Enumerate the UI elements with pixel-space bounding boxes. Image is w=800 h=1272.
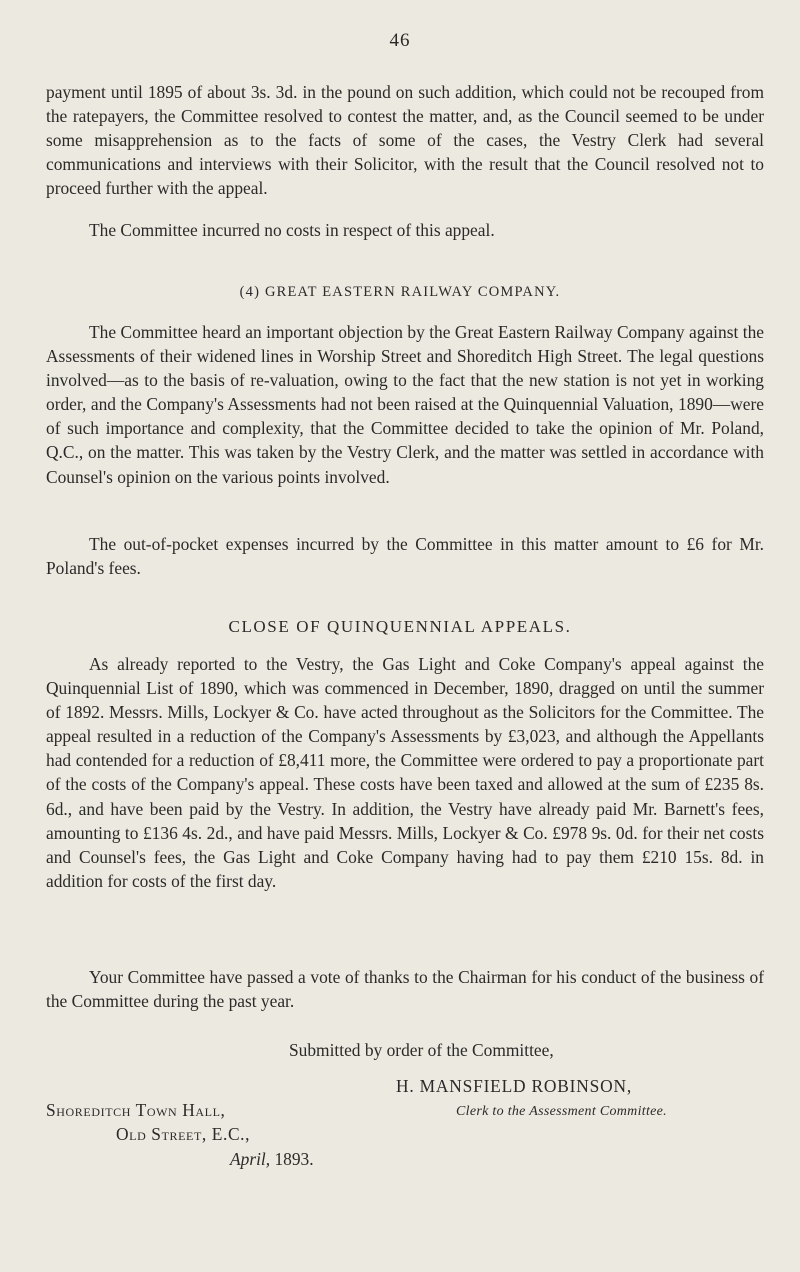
- address-line-1: Shoreditch Town Hall,: [46, 1100, 226, 1120]
- signatory-title: Clerk to the Assessment Committee.: [456, 1104, 667, 1119]
- date-year: 1893.: [274, 1149, 314, 1169]
- paragraph-no-costs: The Committee incurred no costs in respect of this appeal.: [89, 220, 495, 240]
- section-heading-close-of-appeals: CLOSE OF QUINQUENNIAL APPEALS.: [228, 617, 572, 636]
- section-heading-great-eastern-railway: (4) GREAT EASTERN RAILWAY COMPANY.: [239, 284, 561, 300]
- submitted-line: Submitted by order of the Committee,: [289, 1040, 554, 1060]
- address-line-2: Old Street, E.C.,: [116, 1124, 251, 1144]
- paragraph-gas-light-appeal: As already reported to the Vestry, the Gas Light and Coke Company's appeal against the Quinquennial List of 1890, which was commenced in December, 1890, dragged on until the summer of 1892. Messrs. Mills, Lockyer & Co. have acted throughout as the Solicitors for the Committee. The appeal resulted in a reduction of the Company's Assessments by £3,023, and although the Appellants had contended for a reduction of £8,411 more, the Committee were ordered to pay a proportionate part of the costs of the Company's appeal. These costs have been taxed and allowed at the sum of £235 8s. 6d., and have been paid by the Vestry. In addition, the Vestry have already paid Mr. Barnett's fees, amounting to £136 4s. 2d., and have paid Messrs. Mills, Lockyer & Co. £978 9s. 0d. for their net costs and Counsel's fees, the Gas Light and Coke Company having had to pay them £210 15s. 8d. in addition for costs of the first day.: [46, 654, 764, 891]
- paragraph-railway-objection: The Committee heard an important objection by the Great Eastern Railway Company against the Assessments of their widened lines in Worship Street and Shoreditch High Street. The legal questions involved—as to the basis of re-valuation, owing to the fact that the new station is not yet in working order, and the Company's Assessments had not been raised at the Quinquennial Valuation, 1890—were of such importance and complexity, that the Committee decided to take the opinion of Mr. Poland, Q.C., on the matter. This was taken by the Vestry Clerk, and the matter was settled in accordance with Counsel's opinion on the various points involved.: [46, 322, 764, 487]
- paragraph-poland-fees: The out-of-pocket expenses incurred by the Committee in this matter amount to £6 for Mr. Poland's fees.: [46, 534, 764, 579]
- page-number: 46: [389, 30, 411, 51]
- paragraph-vote-of-thanks: Your Committee have passed a vote of thanks to the Chairman for his conduct of the business of the Committee during the past year.: [46, 967, 764, 1012]
- paragraph-council-appeal: payment until 1895 of about 3s. 3d. in the pound on such addition, which could not be recouped from the ratepayers, the Committee resolved to contest the matter, and, as the Council seemed to be under some misapprehension as to the facts of some of the cases, the Vestry Clerk had several communications and interviews with their Solicitor, with the result that the Council resolved not to proceed further with the appeal.: [46, 82, 764, 199]
- date-line: [230, 1149, 314, 1170]
- signatory-name: H. MANSFIELD ROBINSON,: [396, 1076, 632, 1096]
- date-month: April,: [230, 1149, 271, 1169]
